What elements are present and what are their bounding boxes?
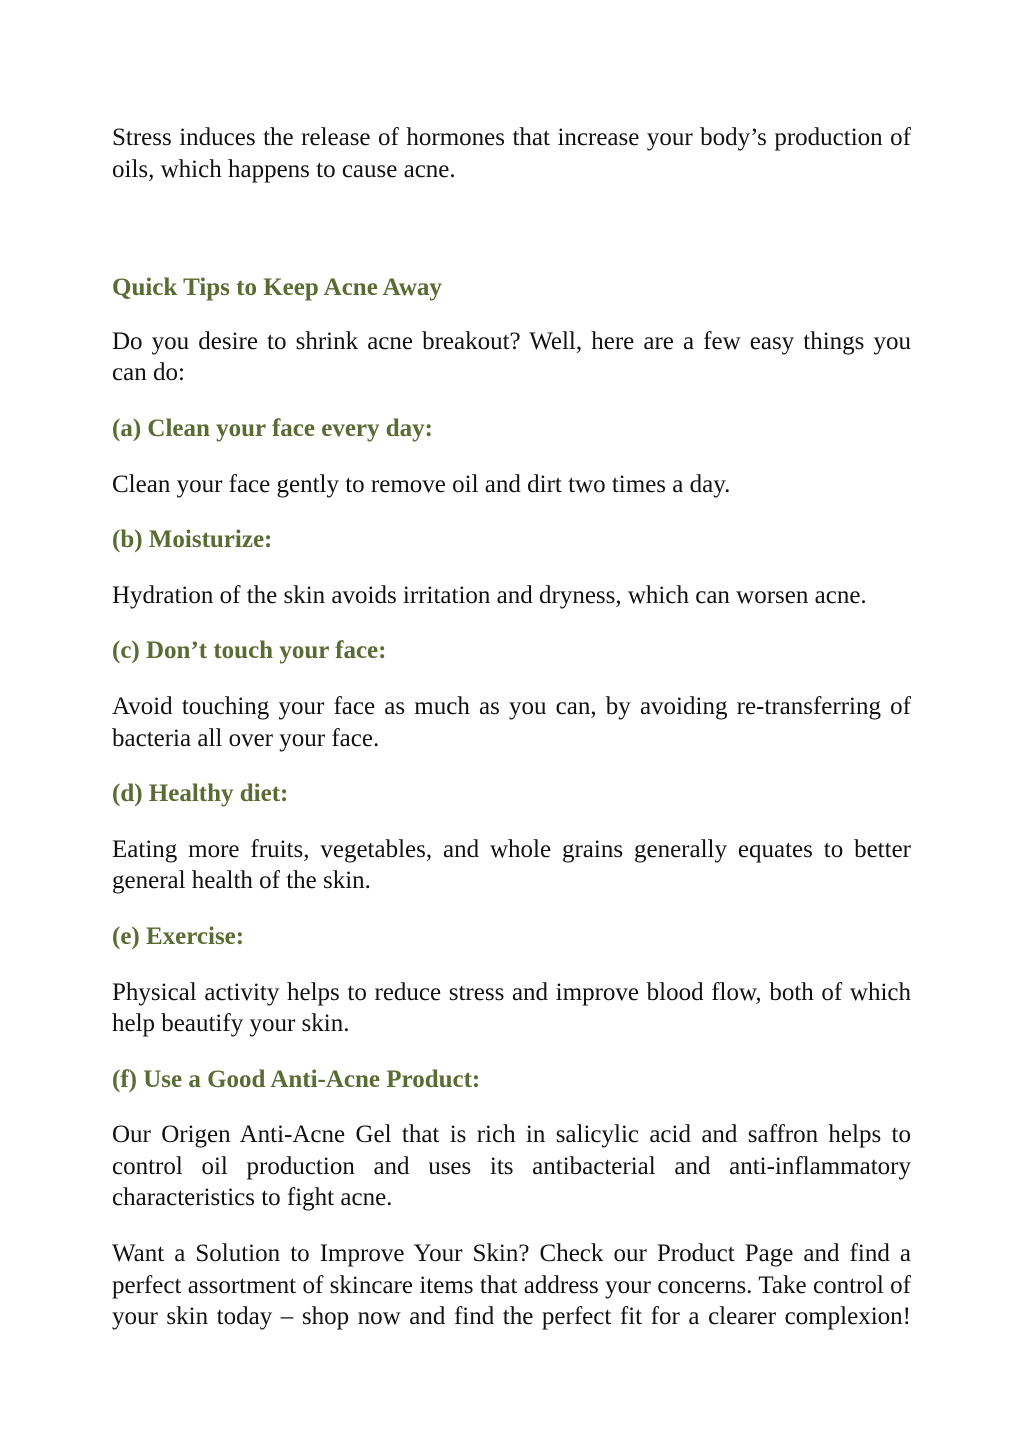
tip-title-e: (e) Exercise:: [112, 922, 245, 950]
tip-body-a: Clean your face gently to remove oil and dirt two times a day.: [112, 470, 731, 498]
closing-paragraph: Want a Solution to Improve Your Skin? Check our Product Page and find a perfect assortment of skincare items that address your concerns. Take control of your skin today – shop now and find the perfect fit for a clearer complexion!: [112, 1240, 911, 1331]
document-page: [112, 122, 911, 1333]
tip-title-b: (b) Moisturize:: [112, 526, 273, 554]
tip-title-f: (f) Use a Good Anti-Acne Product:: [112, 1065, 481, 1093]
tip-body-c: Avoid touching your face as much as you can, by avoiding re-transferring of bacteria all over your face.: [112, 692, 911, 752]
intro-paragraph: Stress induces the release of hormones that increase your body’s production of oils, which happens to cause acne.: [112, 124, 911, 183]
tip-title-d: (d) Healthy diet:: [112, 780, 289, 808]
tip-title-c: (c) Don’t touch your face:: [112, 637, 387, 665]
tip-title-a: (a) Clean your face every day:: [112, 414, 433, 442]
tips-heading: Quick Tips to Keep Acne Away: [112, 274, 442, 302]
tip-body-b: Hydration of the skin avoids irritation and dryness, which can worsen acne.: [112, 581, 867, 609]
tip-body-e: Physical activity helps to reduce stress and improve blood flow, both of which help beautify your skin.: [112, 978, 911, 1038]
section-spacer: [112, 185, 911, 272]
tip-body-d: Eating more fruits, vegetables, and whole grains generally equates to better general health of the skin.: [112, 835, 911, 895]
tips-lead: Do you desire to shrink acne breakout? Well, here are a few easy things you can do:: [112, 327, 911, 387]
tip-body-f: Our Origen Anti-Acne Gel that is rich in salicylic acid and saffron helps to control oil production and uses its antibacterial and anti-inflammatory characteristics to fight acne.: [112, 1121, 911, 1212]
